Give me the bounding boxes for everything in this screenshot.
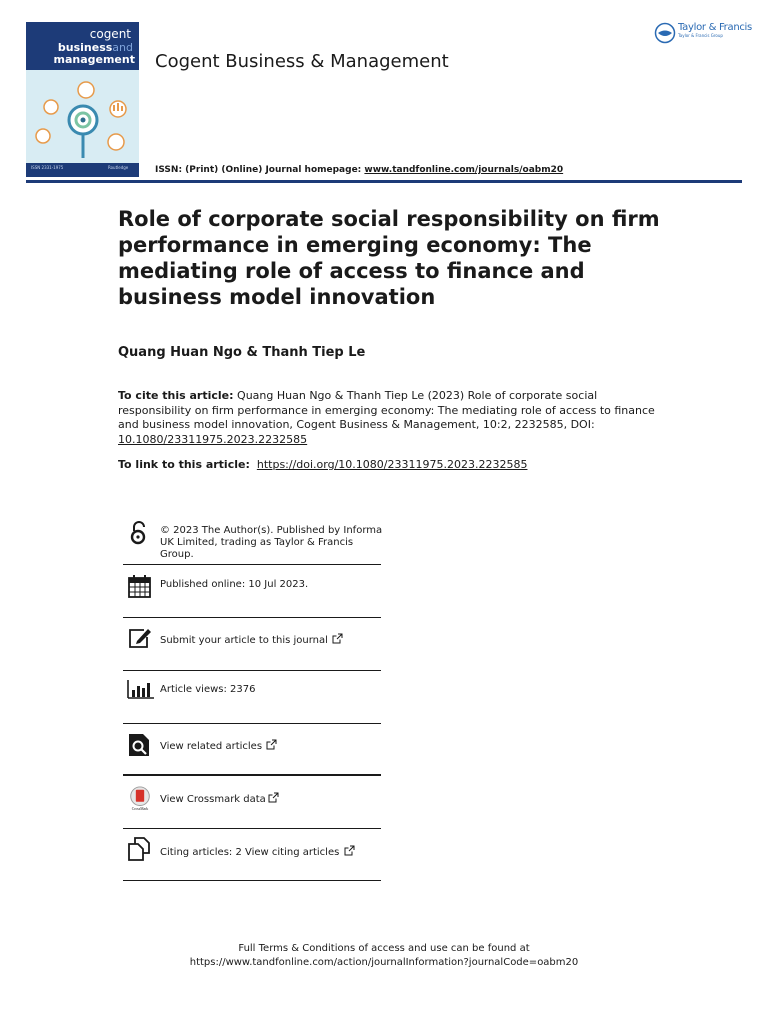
publisher-name: Taylor & Francis [678, 22, 752, 33]
submit-article-link[interactable]: Submit your article to this journal [160, 635, 328, 646]
related-articles-icon [127, 732, 153, 758]
cover-title-and: and [112, 41, 133, 54]
citing-articles-icon [127, 836, 153, 862]
cover-publisher: Routledge [108, 165, 129, 170]
published-date: Published online: 10 Jul 2023. [160, 579, 309, 590]
footer-terms-text: Full Terms & Conditions of access and use can be found at [238, 943, 530, 954]
related-articles-row[interactable] [123, 724, 381, 775]
cover-issn: ISSN 2331-1975 [31, 165, 64, 170]
citation-block [118, 389, 658, 447]
footer [0, 942, 768, 970]
external-link-icon [344, 845, 355, 856]
journal-title: Cogent Business & Management [155, 51, 449, 72]
svg-text:CrossMark: CrossMark [131, 807, 149, 812]
article-views-row [123, 671, 381, 723]
crossmark-icon [127, 786, 153, 812]
calendar-icon [127, 573, 153, 599]
info-divider [123, 880, 381, 881]
taylor-francis-icon [654, 22, 676, 44]
link-label: To link to this article: [118, 458, 250, 471]
edit-icon [127, 625, 153, 651]
journal-homepage-link[interactable]: www.tandfonline.com/journals/oabm20 [364, 165, 564, 175]
journal-cover-image [26, 22, 139, 177]
cover-illustration [26, 70, 139, 168]
submit-article-row[interactable] [123, 618, 381, 670]
external-link-icon [268, 792, 279, 803]
copyright-row [123, 518, 381, 564]
citing-articles-link[interactable]: Citing articles: 2 View citing articles [160, 847, 340, 858]
article-title: Role of corporate social responsibility on firm performance in emerging economy: The mediating role of access to finance and business model innovation [118, 207, 660, 309]
citing-articles-row[interactable] [123, 829, 381, 881]
external-link-icon [266, 739, 277, 750]
issn-line [155, 165, 563, 175]
crossmark-link[interactable]: View Crossmark data [160, 794, 266, 805]
crossmark-row[interactable] [123, 776, 381, 828]
article-link-line [118, 458, 527, 471]
header-divider [26, 180, 742, 183]
external-link-icon [332, 633, 343, 644]
footer-terms-url[interactable]: https://www.tandfonline.com/action/journalInformation?journalCode=oabm20 [189, 957, 579, 968]
taylor-francis-logo[interactable] [654, 22, 752, 44]
article-doi-link[interactable]: https://doi.org/10.1080/23311975.2023.2232585 [256, 458, 528, 471]
cover-title-line1: cogent [89, 27, 131, 41]
article-authors: Quang Huan Ngo & Thanh Tiep Le [118, 345, 366, 360]
article-views: Article views: 2376 [160, 684, 256, 695]
related-articles-link[interactable]: View related articles [160, 741, 263, 752]
issn-text: ISSN: (Print) (Online) Journal homepage: [155, 165, 365, 175]
cite-text: Quang Huan Ngo & Thanh Tiep Le (2023) Role of corporate social responsibility on firm performance in emerging economy: The mediating role of access to finance and business model innovation, Cogent Business & Management, 10:2, 2232585, DOI: [118, 389, 655, 432]
cover-title-line2: business [57, 41, 113, 54]
cover-title-line3: management [53, 53, 135, 66]
bar-chart-icon [127, 678, 155, 704]
cite-label: To cite this article: [118, 389, 234, 402]
publisher-subname: Taylor & Francis Group [678, 33, 723, 38]
copyright-text: © 2023 The Author(s). Published by Informa UK Limited, trading as Taylor & Francis Group. [160, 525, 383, 560]
published-row [123, 565, 381, 617]
open-access-icon [126, 520, 152, 546]
cite-doi-link[interactable]: 10.1080/23311975.2023.2232585 [118, 432, 308, 446]
